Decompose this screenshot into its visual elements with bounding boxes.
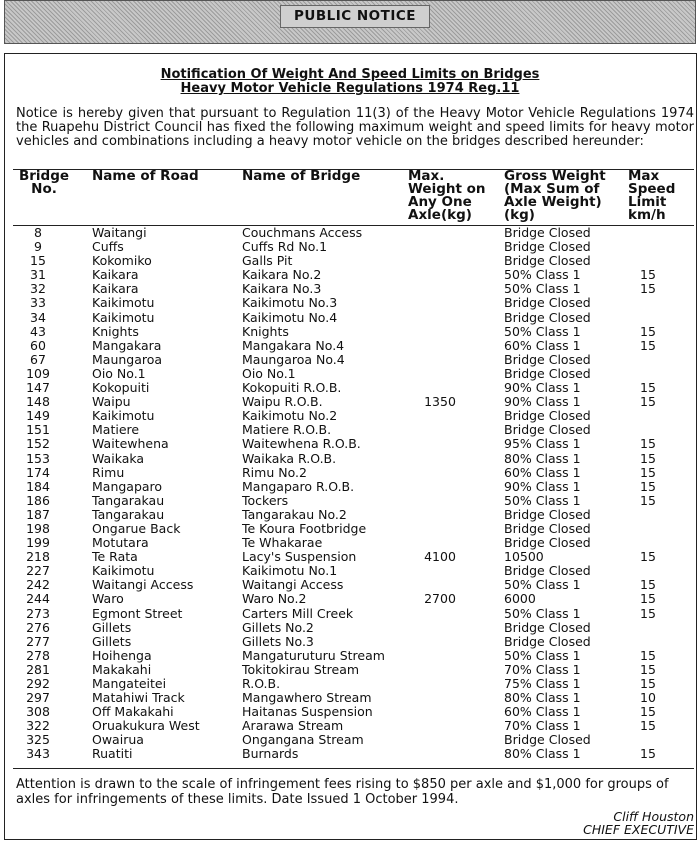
road-name-cell: Rimu — [92, 464, 125, 480]
road-name-cell: Maungaroa — [92, 351, 163, 367]
bridge-number-cell: 8 — [34, 225, 42, 240]
bridge-name-cell: Te Whakarae — [242, 535, 323, 551]
bridge-name-cell: Kaikimotu No.4 — [242, 309, 338, 325]
bridge-number-cell: 343 — [26, 746, 50, 762]
road-name-cell: Hoihenga — [92, 647, 152, 663]
gross-weight-cell: Bridge Closed — [504, 225, 591, 240]
bridge-name-cell: Kaikimotu No.3 — [242, 295, 338, 311]
speed-limit-cell: 15 — [640, 676, 656, 691]
table-row — [0, 635, 700, 649]
road-name-cell: Gillets — [92, 633, 132, 649]
road-name-cell: Ruatiti — [92, 746, 133, 762]
gross-weight-cell: 95% Class 1 — [504, 436, 581, 452]
table-row — [0, 311, 700, 325]
road-name-cell: Ongarue Back — [92, 520, 181, 536]
bridge-number-cell: 15 — [30, 253, 46, 269]
gross-weight-cell: Bridge Closed — [504, 295, 591, 311]
table-row — [0, 733, 700, 747]
speed-limit-cell: 15 — [640, 746, 656, 762]
road-name-cell: Cuffs — [92, 239, 124, 255]
table-row — [0, 747, 700, 761]
table-row — [0, 564, 700, 578]
gross-weight-cell: Bridge Closed — [504, 351, 591, 367]
speed-limit-cell: 15 — [640, 549, 656, 565]
bridge-name-cell: Tangarakau No.2 — [242, 506, 347, 522]
gross-weight-cell: 70% Class 1 — [504, 661, 581, 677]
bridge-number-cell: 277 — [26, 633, 50, 649]
gross-weight-cell: Bridge Closed — [504, 408, 591, 424]
bridge-number-cell: 186 — [26, 492, 50, 508]
speed-limit-cell: 15 — [640, 591, 656, 607]
table-row — [0, 423, 700, 437]
bridge-number-cell: 151 — [26, 422, 50, 438]
banner-title: PUBLIC NOTICE — [293, 8, 416, 24]
table-row — [0, 649, 700, 663]
gross-weight-cell: 90% Class 1 — [504, 478, 581, 494]
table-row — [0, 268, 700, 282]
bridge-name-cell: Kaikimotu No.1 — [242, 563, 338, 579]
road-name-cell: Motutara — [92, 535, 149, 551]
speed-limit-cell: 15 — [640, 337, 656, 353]
bridge-name-cell: Gillets No.3 — [242, 633, 314, 649]
table-row — [0, 550, 700, 564]
table-row — [0, 325, 700, 339]
gross-weight-cell: 60% Class 1 — [504, 704, 581, 720]
gross-weight-cell: 90% Class 1 — [504, 394, 581, 410]
road-name-cell: Kaikimotu — [92, 563, 155, 579]
bridge-name-cell: Waikaka R.O.B. — [242, 450, 337, 466]
gross-weight-cell: Bridge Closed — [504, 619, 591, 635]
road-name-cell: Tangarakau — [92, 506, 165, 522]
bridge-name-cell: Kaikimotu No.2 — [242, 408, 338, 424]
road-name-cell: Waitangi — [92, 225, 147, 240]
axle-weight-cell: 2700 — [424, 591, 456, 607]
table-row — [0, 508, 700, 522]
bridge-name-cell: Cuffs Rd No.1 — [242, 239, 328, 255]
road-name-cell: Makakahi — [92, 661, 152, 677]
bridge-number-cell: 199 — [26, 535, 50, 551]
notice-title-line2: Heavy Motor Vehicle Regulations 1974 Reg.11 — [180, 81, 520, 96]
road-name-cell: Waikaka — [92, 450, 145, 466]
gross-weight-cell: 50% Class 1 — [504, 323, 581, 339]
speed-limit-cell: 15 — [640, 380, 656, 396]
bridge-name-cell: Haitanas Suspension — [242, 704, 373, 720]
bridge-number-cell: 34 — [30, 309, 46, 325]
gross-weight-cell: 50% Class 1 — [504, 267, 581, 283]
speed-limit-cell: 15 — [640, 718, 656, 734]
road-name-cell: Gillets — [92, 619, 132, 635]
bridge-name-cell: Mangawhero Stream — [242, 690, 372, 706]
gross-weight-cell: Bridge Closed — [504, 520, 591, 536]
speed-limit-cell: 15 — [640, 704, 656, 720]
table-row — [0, 466, 700, 480]
gross-weight-cell: Bridge Closed — [504, 633, 591, 649]
bridge-number-cell: 278 — [26, 647, 50, 663]
speed-limit-cell: 15 — [640, 450, 656, 466]
road-name-cell: Oruakukura West — [92, 718, 200, 734]
bridge-name-cell: Lacy's Suspension — [242, 549, 357, 565]
signatory-title: CHIEF EXECUTIVE — [583, 822, 694, 837]
bridge-number-cell: 273 — [26, 605, 50, 621]
table-row — [0, 480, 700, 494]
speed-limit-cell: 15 — [640, 577, 656, 593]
bridge-name-cell: Te Koura Footbridge — [242, 520, 367, 536]
bridge-number-cell: 109 — [26, 365, 50, 381]
speed-limit-cell: 15 — [640, 394, 656, 410]
road-name-cell: Waipu — [92, 394, 131, 410]
road-name-cell: Kaikara — [92, 267, 139, 283]
gross-weight-cell: 75% Class 1 — [504, 676, 581, 691]
table-row — [0, 254, 700, 268]
table-row — [0, 226, 700, 240]
table-row — [0, 621, 700, 635]
notice-intro: Notice is hereby given that pursuant to Regulation 11(3) of the Heavy Motor Vehicle Regulations 1974 the Ruapehu District Council has fixed the following maximum weight and speed limits for heavy motor vehicles and combinations including a heavy motor vehicle on the bridges described hereunder: — [16, 106, 694, 149]
bridge-name-cell: Mangaparo R.O.B. — [242, 478, 355, 494]
table-row — [0, 691, 700, 705]
signatory-name: Cliff Houston — [613, 809, 694, 824]
header-gross-weight: Gross Weight (Max Sum of Axle Weight) (kg) — [504, 168, 606, 223]
bridge-number-cell: 297 — [26, 690, 50, 706]
header-bridge-no: Bridge No. — [18, 168, 70, 197]
bridge-number-cell: 218 — [26, 549, 50, 565]
bridge-number-cell: 227 — [26, 563, 50, 579]
table-row — [0, 409, 700, 423]
gross-weight-cell: Bridge Closed — [504, 563, 591, 579]
table-row — [0, 395, 700, 409]
bridge-number-cell: 153 — [26, 450, 50, 466]
bridge-number-cell: 242 — [26, 577, 50, 593]
bridge-number-cell: 149 — [26, 408, 50, 424]
bridge-number-cell: 152 — [26, 436, 50, 452]
bridge-name-cell: Tockers — [242, 492, 289, 508]
bridge-number-cell: 184 — [26, 478, 50, 494]
road-name-cell: Owairua — [92, 732, 144, 748]
bridge-name-cell: Couchmans Access — [242, 225, 363, 240]
road-name-cell: Kaikimotu — [92, 408, 155, 424]
table-row — [0, 240, 700, 254]
road-name-cell: Kokomiko — [92, 253, 152, 269]
table-row — [0, 381, 700, 395]
gross-weight-cell: 50% Class 1 — [504, 605, 581, 621]
bridge-number-cell: 67 — [30, 351, 46, 367]
table-row — [0, 452, 700, 466]
bridge-number-cell: 174 — [26, 464, 50, 480]
table-row — [0, 536, 700, 550]
table-row — [0, 296, 700, 310]
gross-weight-cell: 50% Class 1 — [504, 492, 581, 508]
road-name-cell: Matiere — [92, 422, 140, 438]
bridge-number-cell: 276 — [26, 619, 50, 635]
header-max-speed: Max Speed Limit km/h — [628, 168, 676, 223]
bridge-number-cell: 281 — [26, 661, 50, 677]
bridge-name-cell: Galls Pit — [242, 253, 293, 269]
table-row — [0, 719, 700, 733]
gross-weight-cell: Bridge Closed — [504, 732, 591, 748]
bridge-name-cell: Kaikara No.3 — [242, 281, 322, 297]
gross-weight-cell: 6000 — [504, 591, 536, 607]
road-name-cell: Waro — [92, 591, 124, 607]
table-top-rule — [13, 169, 694, 170]
bridge-name-cell: Rimu No.2 — [242, 464, 307, 480]
gross-weight-cell: Bridge Closed — [504, 506, 591, 522]
gross-weight-cell: Bridge Closed — [504, 253, 591, 269]
gross-weight-cell: 60% Class 1 — [504, 464, 581, 480]
bridge-number-cell: 33 — [30, 295, 46, 311]
gross-weight-cell: 80% Class 1 — [504, 450, 581, 466]
bridge-number-cell: 60 — [30, 337, 46, 353]
bridge-name-cell: Gillets No.2 — [242, 619, 314, 635]
bridge-name-cell: Kaikara No.2 — [242, 267, 322, 283]
speed-limit-cell: 15 — [640, 281, 656, 297]
road-name-cell: Kaikimotu — [92, 309, 155, 325]
road-name-cell: Mangaparo — [92, 478, 163, 494]
bridge-number-cell: 43 — [30, 323, 46, 339]
road-name-cell: Mangateitei — [92, 676, 167, 691]
bridge-name-cell: Burnards — [242, 746, 299, 762]
gross-weight-cell: 10500 — [504, 549, 544, 565]
notice-title-line1: Notification Of Weight And Speed Limits on Bridges — [160, 67, 540, 82]
road-name-cell: Waitangi Access — [92, 577, 194, 593]
bridge-number-cell: 9 — [34, 239, 42, 255]
bridge-number-cell: 198 — [26, 520, 50, 536]
table-row — [0, 353, 700, 367]
table-row — [0, 607, 700, 621]
gross-weight-cell: 50% Class 1 — [504, 647, 581, 663]
table-row — [0, 522, 700, 536]
header-bridge-name: Name of Bridge — [242, 168, 361, 184]
bridge-name-cell: Waitewhena R.O.B. — [242, 436, 361, 452]
table-row — [0, 282, 700, 296]
road-name-cell: Tangarakau — [92, 492, 165, 508]
gross-weight-cell: Bridge Closed — [504, 365, 591, 381]
bridge-number-cell: 322 — [26, 718, 50, 734]
banner-plate — [280, 5, 430, 28]
bridge-name-cell: Maungaroa No.4 — [242, 351, 345, 367]
gross-weight-cell: Bridge Closed — [504, 239, 591, 255]
road-name-cell: Matahiwi Track — [92, 690, 185, 706]
table-row — [0, 663, 700, 677]
bridge-number-cell: 292 — [26, 676, 50, 691]
bridge-name-cell: R.O.B. — [242, 676, 281, 691]
public-notice-banner — [4, 0, 696, 44]
bridge-name-cell: Carters Mill Creek — [242, 605, 354, 621]
speed-limit-cell: 15 — [640, 647, 656, 663]
table-row — [0, 677, 700, 691]
axle-weight-cell: 4100 — [424, 549, 456, 565]
speed-limit-cell: 15 — [640, 267, 656, 283]
table-row — [0, 339, 700, 353]
table-row — [0, 705, 700, 719]
road-name-cell: Kaikara — [92, 281, 139, 297]
road-name-cell: Knights — [92, 323, 139, 339]
gross-weight-cell: Bridge Closed — [504, 422, 591, 438]
road-name-cell: Kokopuiti — [92, 380, 150, 396]
gross-weight-cell: 90% Class 1 — [504, 380, 581, 396]
table-row — [0, 494, 700, 508]
bridge-name-cell: Matiere R.O.B. — [242, 422, 332, 438]
speed-limit-cell: 15 — [640, 478, 656, 494]
speed-limit-cell: 15 — [640, 605, 656, 621]
road-name-cell: Egmont Street — [92, 605, 183, 621]
bridge-name-cell: Waipu R.O.B. — [242, 394, 323, 410]
bridge-number-cell: 31 — [30, 267, 46, 283]
bridge-name-cell: Kokopuiti R.O.B. — [242, 380, 342, 396]
road-name-cell: Oio No.1 — [92, 365, 146, 381]
road-name-cell: Kaikimotu — [92, 295, 155, 311]
infringement-note: Attention is drawn to the scale of infringement fees rising to $850 per axle and $1,000 for groups of axles for infringements of these limits. Date Issued 1 October 1994. — [16, 777, 669, 807]
bridge-name-cell: Ongangana Stream — [242, 732, 364, 748]
road-name-cell: Mangakara — [92, 337, 162, 353]
bridge-name-cell: Tokitokirau Stream — [242, 661, 360, 677]
table-row — [0, 578, 700, 592]
road-name-cell: Off Makakahi — [92, 704, 174, 720]
bridge-number-cell: 325 — [26, 732, 50, 748]
bridge-number-cell: 148 — [26, 394, 50, 410]
gross-weight-cell: 70% Class 1 — [504, 718, 581, 734]
gross-weight-cell: 50% Class 1 — [504, 281, 581, 297]
gross-weight-cell: Bridge Closed — [504, 309, 591, 325]
bridge-name-cell: Knights — [242, 323, 289, 339]
speed-limit-cell: 15 — [640, 492, 656, 508]
speed-limit-cell: 15 — [640, 464, 656, 480]
table-row — [0, 437, 700, 451]
table-row — [0, 592, 700, 606]
gross-weight-cell: 80% Class 1 — [504, 746, 581, 762]
table-body — [0, 226, 700, 762]
header-max-axle-weight: Max. Weight on Any One Axle(kg) — [408, 168, 486, 223]
bridge-number-cell: 32 — [30, 281, 46, 297]
speed-limit-cell: 15 — [640, 436, 656, 452]
bridge-name-cell: Ararawa Stream — [242, 718, 344, 734]
gross-weight-cell: 60% Class 1 — [504, 337, 581, 353]
gross-weight-cell: 80% Class 1 — [504, 690, 581, 706]
road-name-cell: Te Rata — [92, 549, 138, 565]
bridge-number-cell: 187 — [26, 506, 50, 522]
table-row — [0, 367, 700, 381]
header-road-name: Name of Road — [92, 168, 199, 184]
bridge-number-cell: 308 — [26, 704, 50, 720]
bridge-name-cell: Waitangi Access — [242, 577, 344, 593]
bridge-number-cell: 244 — [26, 591, 50, 607]
speed-limit-cell: 15 — [640, 323, 656, 339]
axle-weight-cell: 1350 — [424, 394, 456, 410]
speed-limit-cell: 10 — [640, 690, 656, 706]
bridge-name-cell: Oio No.1 — [242, 365, 296, 381]
bridge-number-cell: 147 — [26, 380, 50, 396]
speed-limit-cell: 15 — [640, 661, 656, 677]
bridge-name-cell: Mangakara No.4 — [242, 337, 345, 353]
road-name-cell: Waitewhena — [92, 436, 169, 452]
gross-weight-cell: Bridge Closed — [504, 535, 591, 551]
bridge-name-cell: Waro No.2 — [242, 591, 307, 607]
gross-weight-cell: 50% Class 1 — [504, 577, 581, 593]
table-bottom-rule — [13, 768, 694, 769]
bridge-name-cell: Mangaturuturu Stream — [242, 647, 385, 663]
